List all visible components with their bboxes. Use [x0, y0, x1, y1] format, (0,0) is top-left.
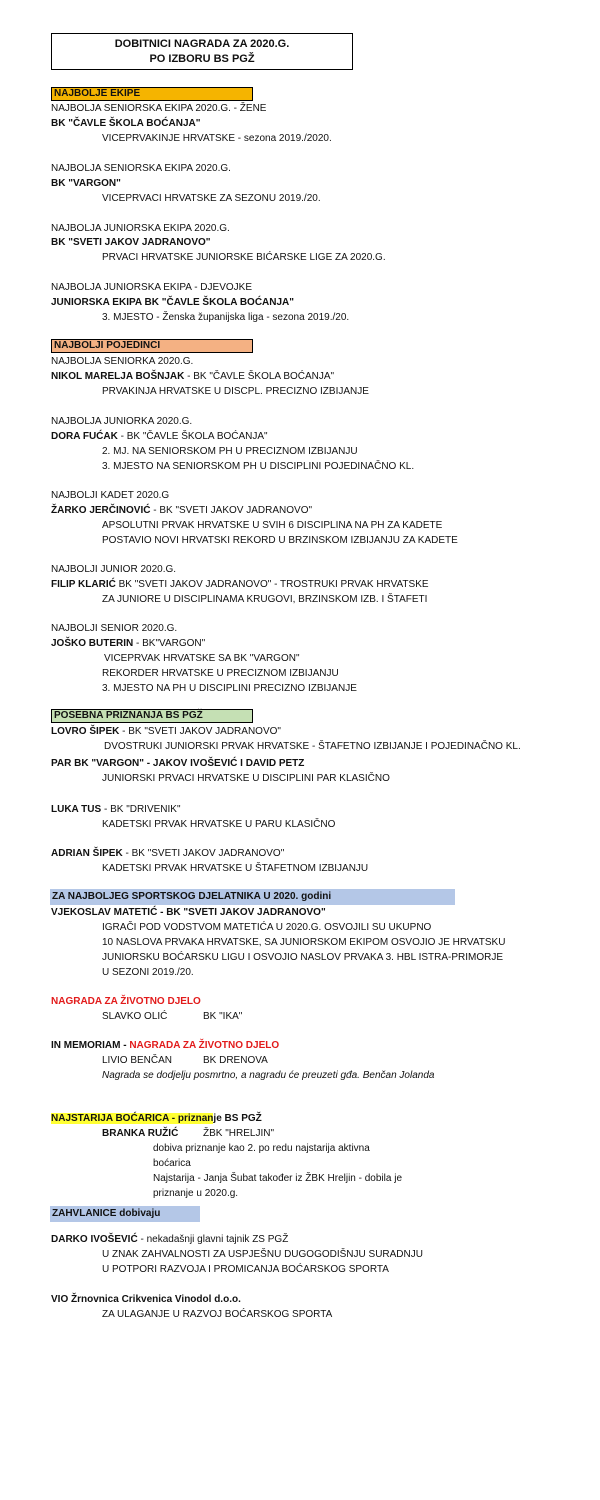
team-2-note: VICEPRVACI HRVATSKE ZA SEZONU 2019./20. [102, 193, 321, 204]
oldest-note-1: dobiva priznanje kao 2. po redu najstarija aktivna [153, 1143, 370, 1154]
individual-1-name: NIKOL MARELJA BOŠNJAK [51, 371, 185, 382]
special-3-name: LUKA TUS [51, 804, 102, 815]
individual-3-club: - BK "SVETI JAKOV JADRANOVO" [150, 505, 313, 516]
team-1-category: NAJBOLJA SENIORSKA EKIPA 2020.G. - ŽENE [51, 103, 267, 114]
special-3-club: - BK "DRIVENIK" [101, 804, 181, 815]
team-3-category: NAJBOLJA JUNIORSKA EKIPA 2020.G. [51, 223, 230, 234]
title-line-1: DOBITNICI NAGRADA ZA 2020.G. [114, 38, 290, 50]
memoriam-club: BK DRENOVA [203, 1055, 268, 1066]
lifetime-club: BK "IKA" [203, 1011, 243, 1022]
oldest-club: ŽBK "HRELJIN" [203, 1128, 275, 1139]
individual-5-name: JOŠKO BUTERIN [51, 638, 134, 649]
memoriam-note: Nagrada se dodjelju posmrtno, a nagradu će preuzeti gđa. Benčan Jolanda [102, 1070, 435, 1081]
worker-note-1: IGRAČI POD VODSTVOM MATETIĆA U 2020.G. OSVOJILI SU UKUPNO [102, 922, 432, 933]
special-1-line [51, 725, 281, 738]
special-4-club: - BK "SVETI JAKOV JADRANOVO" [122, 848, 285, 859]
special-1-club: - BK "SVETI JAKOV JADRANOVO" [119, 726, 281, 737]
oldest-name: BRANKA RUŽIĆ [102, 1128, 179, 1139]
individual-4-line [51, 578, 429, 591]
special-4-line [51, 847, 284, 860]
section-header-individuals: NAJBOLJI POJEDINCI [51, 339, 253, 353]
oldest-note-2: boćarica [153, 1158, 191, 1169]
team-4-category: NAJBOLJA JUNIORSKA EKIPA - DJEVOJKE [51, 282, 252, 293]
special-2-name: PAR BK "VARGON" - JAKOV IVOŠEVIĆ I DAVID PETZ [51, 758, 305, 769]
thanks-2-note-1: ZA ULAGANJE U RAZVOJ BOĆARSKOG SPORTA [102, 1309, 333, 1320]
individual-2-line [51, 430, 268, 443]
team-1-club: BK "ČAVLE ŠKOLA BOĆANJA" [51, 118, 201, 129]
memoriam-header-line [51, 1039, 279, 1052]
thanks-1-note-1: U ZNAK ZAHVALNOSTI ZA USPJEŠNU DUGOGODIŠNJU SURADNJU [102, 1249, 423, 1260]
title-line-2: PO IZBORU BS PGŽ [149, 53, 255, 65]
individual-1-club: - BK "ČAVLE ŠKOLA BOĆANJA" [184, 371, 335, 382]
individual-5-note-3: 3. MJESTO NA PH U DISCIPLINI PRECIZNO IZBIJANJE [102, 683, 357, 694]
team-2-category: NAJBOLJA SENIORSKA EKIPA 2020.G. [51, 163, 231, 174]
title-box [51, 33, 353, 70]
thanks-1-line [51, 1233, 288, 1246]
special-2-note-1: JUNIORSKI PRVACI HRVATSKE U DISCIPLINI PAR KLASIČNO [102, 773, 390, 784]
oldest-header-b: je BS PGŽ [213, 1113, 262, 1124]
section-header-special: POSEBNA PRIZNANJA BS PGŽ [51, 709, 253, 723]
individual-2-note-2: 3. MJESTO NA SENIORSKOM PH U DISCIPLINI POJEDINAČNO KL. [102, 461, 415, 472]
worker-note-2: 10 NASLOVA PRVAKA HRVATSKE, SA JUNIORSKOM EKIPOM OSVOJIO JE HRVATSKU [102, 937, 506, 948]
section-header-teams: NAJBOLJE EKIPE [51, 87, 253, 101]
special-1-name: LOVRO ŠIPEK [51, 726, 120, 737]
team-3-note: PRVACI HRVATSKE JUNIORSKE BIĆARSKE LIGE ZA 2020.G. [102, 252, 386, 263]
special-3-note-1: KADETSKI PRVAK HRVATSKE U PARU KLASIČNO [102, 819, 336, 830]
individual-4-category: NAJBOLJI JUNIOR 2020.G. [51, 564, 177, 575]
individual-5-note-2: REKORDER HRVATSKE U PRECIZNOM IZBIJANJU [102, 668, 339, 679]
individual-3-note-2: POSTAVIO NOVI HRVATSKI REKORD U BRZINSKOM IZBIJANJU ZA KADETE [102, 535, 458, 546]
memoriam-header: NAGRADA ZA ŽIVOTNO DJELO [129, 1040, 280, 1051]
team-1-note: VICEPRVAKINJE HRVATSKE - sezona 2019./2020. [102, 133, 332, 144]
special-1-note-1: DVOSTRUKI JUNIORSKI PRVAK HRVATSKE - ŠTAFETNO IZBIJANJE I POJEDINAČNO KL. [104, 741, 521, 752]
individual-2-category: NAJBOLJA JUNIORKA 2020.G. [51, 416, 193, 427]
individual-1-category: NAJBOLJA SENIORKA 2020.G. [51, 356, 194, 367]
individual-2-name: DORA FUĆAK [51, 431, 118, 442]
oldest-note-4: priznanje u 2020.g. [153, 1188, 239, 1199]
lifetime-header: NAGRADA ZA ŽIVOTNO DJELO [51, 996, 201, 1007]
thanks-2-name: VIO Žrnovnica Crikvenica Vinodol d.o.o. [51, 1294, 241, 1305]
team-2-club: BK "VARGON" [51, 178, 121, 189]
memoriam-name: LIVIO BENČAN [102, 1055, 173, 1066]
individual-4-note-1: ZA JUNIORE U DISCIPLINAMA KRUGOVI, BRZINSKOM IZB. I ŠTAFETI [102, 594, 428, 605]
individual-5-club: - BK"VARGON" [133, 638, 206, 649]
team-4-club: JUNIORSKA EKIPA BK "ČAVLE ŠKOLA BOĆANJA" [51, 297, 295, 308]
oldest-header-highlighted [51, 1113, 213, 1124]
individual-5-category: NAJBOLJI SENIOR 2020.G. [51, 623, 178, 634]
thanks-1-note-2: U POTPORI RAZVOJA I PROMICANJA BOĆARSKOG SPORTA [102, 1264, 389, 1275]
individual-5-note-1: VICEPRVAK HRVATSKE SA BK "VARGON" [104, 653, 300, 664]
individual-4-name: FILIP KLARIĆ [51, 579, 116, 590]
individual-2-club: - BK "ČAVLE ŠKOLA BOĆANJA" [117, 431, 268, 442]
team-3-club: BK "SVETI JAKOV JADRANOVO" [51, 237, 211, 248]
oldest-note-3: Najstarija - Janja Šubat također iz ŽBK Hreljin - dobila je [153, 1173, 402, 1184]
individual-3-note-1: APSOLUTNI PRVAK HRVATSKE U SVIH 6 DISCIPLINA NA PH ZA KADETE [102, 520, 443, 531]
thanks-1-role: - nekadašnji glavni tajnik ZS PGŽ [137, 1234, 289, 1245]
individual-3-category: NAJBOLJI KADET 2020.G [51, 490, 170, 501]
individual-3-line [51, 504, 312, 517]
memoriam-prefix: IN MEMORIAM - [51, 1040, 130, 1051]
oldest-header-a: NAJSTARIJA BOĆARICA - priznan [51, 1113, 214, 1124]
special-4-note-1: KADETSKI PRVAK HRVATSKE U ŠTAFETNOM IZBIJANJU [102, 863, 369, 874]
worker-name: VJEKOSLAV MATETIĆ - BK "SVETI JAKOV JADRANOVO" [51, 907, 326, 918]
individual-3-name: ŽARKO JERČINOVIĆ [51, 505, 151, 516]
individual-1-note-1: PRVAKINJA HRVATSKE U DISCPL. PRECIZNO IZBIJANJE [102, 386, 369, 397]
team-4-note: 3. MJESTO - Ženska županijska liga - sezona 2019./20. [102, 312, 350, 323]
worker-note-3: JUNIORSKU BOĆARSKU LIGU I OSVOJIO NASLOV PRVAKA 3. HBL ISTRA-PRIMORJE [102, 952, 504, 963]
section-header-thanks: ZAHVLANICE dobivaju [50, 1206, 200, 1222]
thanks-1-name: DARKO IVOŠEVIĆ [51, 1234, 138, 1245]
worker-note-4: U SEZONI 2019./20. [102, 967, 194, 978]
special-4-name: ADRIAN ŠIPEK [51, 848, 123, 859]
individual-5-line [51, 637, 205, 650]
lifetime-name: SLAVKO OLIĆ [102, 1011, 168, 1022]
individual-1-line [51, 370, 334, 383]
individual-2-note-1: 2. MJ. NA SENIORSKOM PH U PRECIZNOM IZBIJANJU [102, 446, 358, 457]
oldest-header-line [51, 1112, 262, 1125]
individual-4-club: BK "SVETI JAKOV JADRANOVO" - TROSTRUKI PRVAK HRVATSKE [115, 579, 429, 590]
special-3-line [51, 803, 181, 816]
section-header-worker: ZA NAJBOLJEG SPORTSKOG DJELATNIKA U 2020. godini [50, 889, 455, 905]
